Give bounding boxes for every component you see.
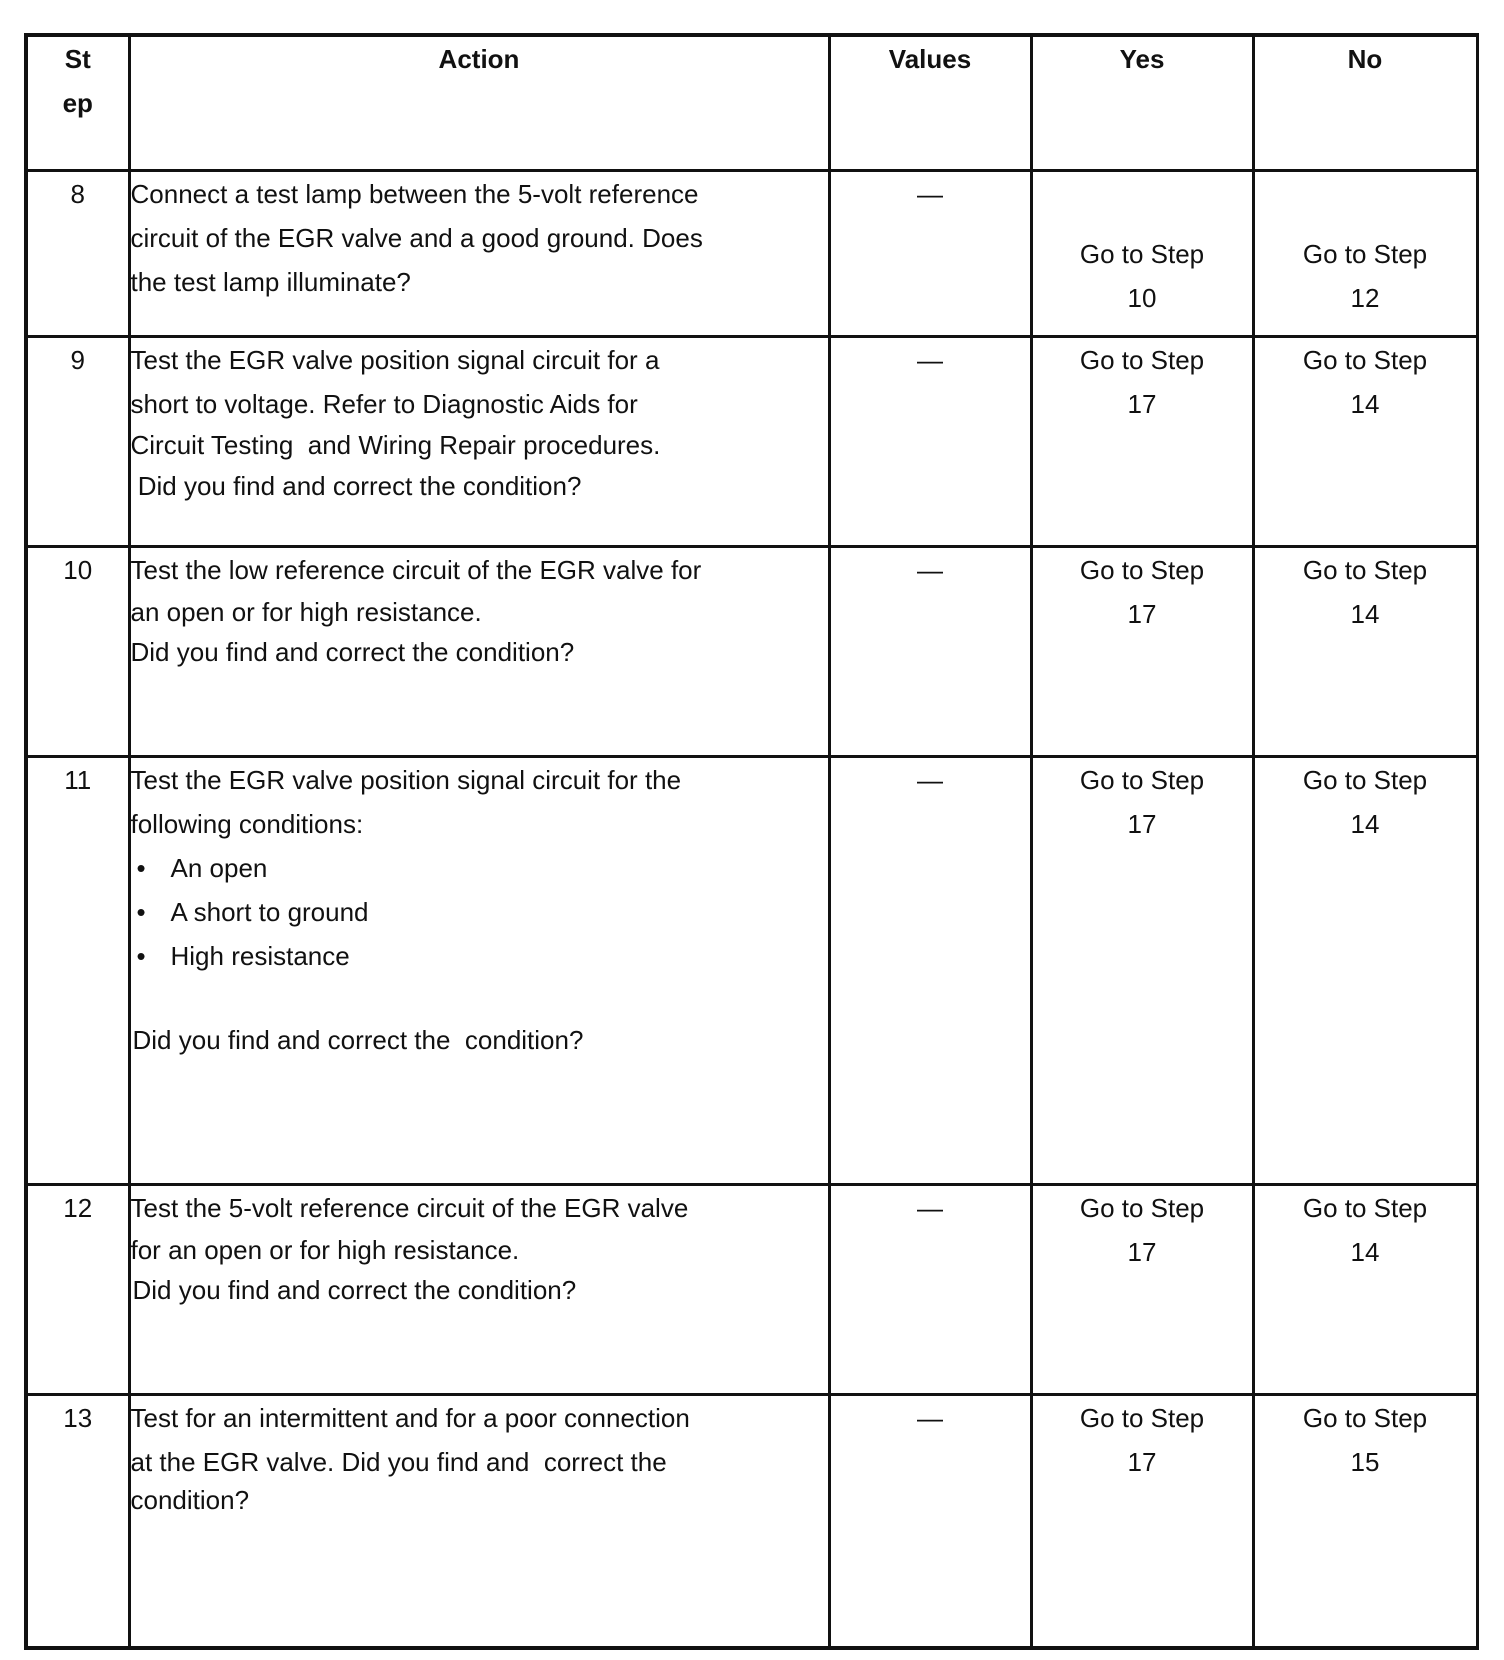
no-label: Go to Step	[1302, 555, 1428, 585]
bullet-icon: •	[136, 897, 146, 927]
yes-go-to	[1031, 1395, 1253, 1648]
action-text	[129, 1185, 829, 1395]
yes-go-to	[1031, 337, 1253, 547]
no-step: 14	[1350, 389, 1380, 419]
header-step	[26, 35, 129, 171]
list-item	[131, 934, 828, 978]
no-go-to	[1253, 547, 1477, 757]
step-number: 8	[26, 171, 129, 337]
action-line: Test the EGR valve position signal circuit for a	[130, 345, 660, 375]
table-row	[26, 1395, 1477, 1648]
action-line: Circuit Testing and Wiring Repair procedures.	[130, 430, 661, 460]
action-text	[129, 757, 829, 1185]
action-line: Test the low reference circuit of the EGR valve for	[130, 555, 702, 585]
no-label: Go to Step	[1302, 765, 1428, 795]
yes-step: 10	[1127, 282, 1157, 313]
action-line: Connect a test lamp between the 5-volt reference	[130, 179, 699, 209]
step-number: 11	[26, 757, 129, 1185]
table-header-row	[26, 35, 1477, 171]
action-line: short to voltage. Refer to Diagnostic Aids for	[130, 389, 638, 419]
no-go-to	[1253, 757, 1477, 1185]
header-action: Action	[129, 35, 829, 171]
values-cell: —	[829, 171, 1031, 337]
step-number: 9	[26, 337, 129, 547]
action-line: Did you find and correct the condition?	[130, 637, 575, 667]
values-cell: —	[829, 757, 1031, 1185]
no-go-to	[1253, 171, 1477, 337]
action-line: an open or for high resistance.	[130, 597, 482, 627]
list-item-text: A short to ground	[170, 897, 369, 927]
action-line: for an open or for high resistance.	[130, 1235, 520, 1265]
list-item-text: High resistance	[170, 941, 350, 971]
action-text	[129, 547, 829, 757]
yes-label: Go to Step	[1079, 765, 1205, 795]
yes-go-to	[1031, 171, 1253, 337]
no-go-to	[1253, 1185, 1477, 1395]
diagnostic-steps-table	[24, 33, 1479, 1650]
step-number: 13	[26, 1395, 129, 1648]
action-line: Did you find and correct the condition?	[132, 1275, 577, 1305]
yes-step: 17	[1127, 809, 1157, 839]
values-cell: —	[829, 547, 1031, 757]
yes-go-to	[1031, 757, 1253, 1185]
action-line: Test the 5-volt reference circuit of the EGR valve	[130, 1193, 689, 1223]
step-number: 10	[26, 547, 129, 757]
header-values: Values	[829, 35, 1031, 171]
no-go-to	[1253, 337, 1477, 547]
no-go-to	[1253, 1395, 1477, 1648]
yes-step: 17	[1127, 599, 1157, 629]
action-text	[129, 1395, 829, 1648]
action-text	[129, 337, 829, 547]
step-number: 12	[26, 1185, 129, 1395]
list-item	[131, 890, 828, 934]
no-step: 14	[1350, 1237, 1380, 1267]
action-line: the test lamp illuminate?	[130, 267, 411, 297]
table-row	[26, 757, 1477, 1185]
header-step-line1: St	[64, 44, 91, 74]
action-line: Did you find and correct the condition?	[132, 1025, 584, 1055]
action-line: at the EGR valve. Did you find and correct the	[130, 1447, 667, 1477]
no-label: Go to Step	[1302, 1403, 1428, 1433]
bullet-icon: •	[136, 941, 146, 971]
no-label: Go to Step	[1302, 1193, 1428, 1223]
no-step: 14	[1350, 599, 1380, 629]
action-text	[129, 171, 829, 337]
action-line: Did you find and correct the condition?	[130, 471, 582, 501]
header-step-line2: ep	[62, 88, 93, 118]
header-yes: Yes	[1031, 35, 1253, 171]
table-row	[26, 1185, 1477, 1395]
no-label: Go to Step	[1302, 345, 1428, 375]
yes-label: Go to Step	[1079, 555, 1205, 585]
yes-label: Go to Step	[1079, 1193, 1205, 1223]
list-item	[131, 846, 828, 890]
no-label: Go to Step	[1302, 238, 1428, 269]
table-row	[26, 171, 1477, 337]
no-step: 14	[1350, 809, 1380, 839]
yes-label: Go to Step	[1079, 238, 1205, 269]
values-cell: —	[829, 337, 1031, 547]
yes-label: Go to Step	[1079, 1403, 1205, 1433]
bullet-icon: •	[136, 853, 146, 883]
values-cell: —	[829, 1395, 1031, 1648]
yes-step: 17	[1127, 389, 1157, 419]
no-step: 15	[1350, 1447, 1380, 1477]
action-line: Test the EGR valve position signal circuit for the	[130, 765, 682, 795]
action-line: Test for an intermittent and for a poor connection	[130, 1403, 690, 1433]
values-cell: —	[829, 1185, 1031, 1395]
action-line: circuit of the EGR valve and a good ground. Does	[130, 223, 703, 253]
header-no: No	[1253, 35, 1477, 171]
table-row	[26, 547, 1477, 757]
yes-step: 17	[1127, 1447, 1157, 1477]
yes-label: Go to Step	[1079, 345, 1205, 375]
condition-list	[131, 846, 828, 978]
action-line: condition?	[130, 1485, 250, 1515]
list-item-text: An open	[170, 853, 268, 883]
no-step: 12	[1350, 282, 1380, 313]
action-line: following conditions:	[130, 809, 364, 839]
table-row	[26, 337, 1477, 547]
yes-go-to	[1031, 547, 1253, 757]
yes-go-to	[1031, 1185, 1253, 1395]
yes-step: 17	[1127, 1237, 1157, 1267]
